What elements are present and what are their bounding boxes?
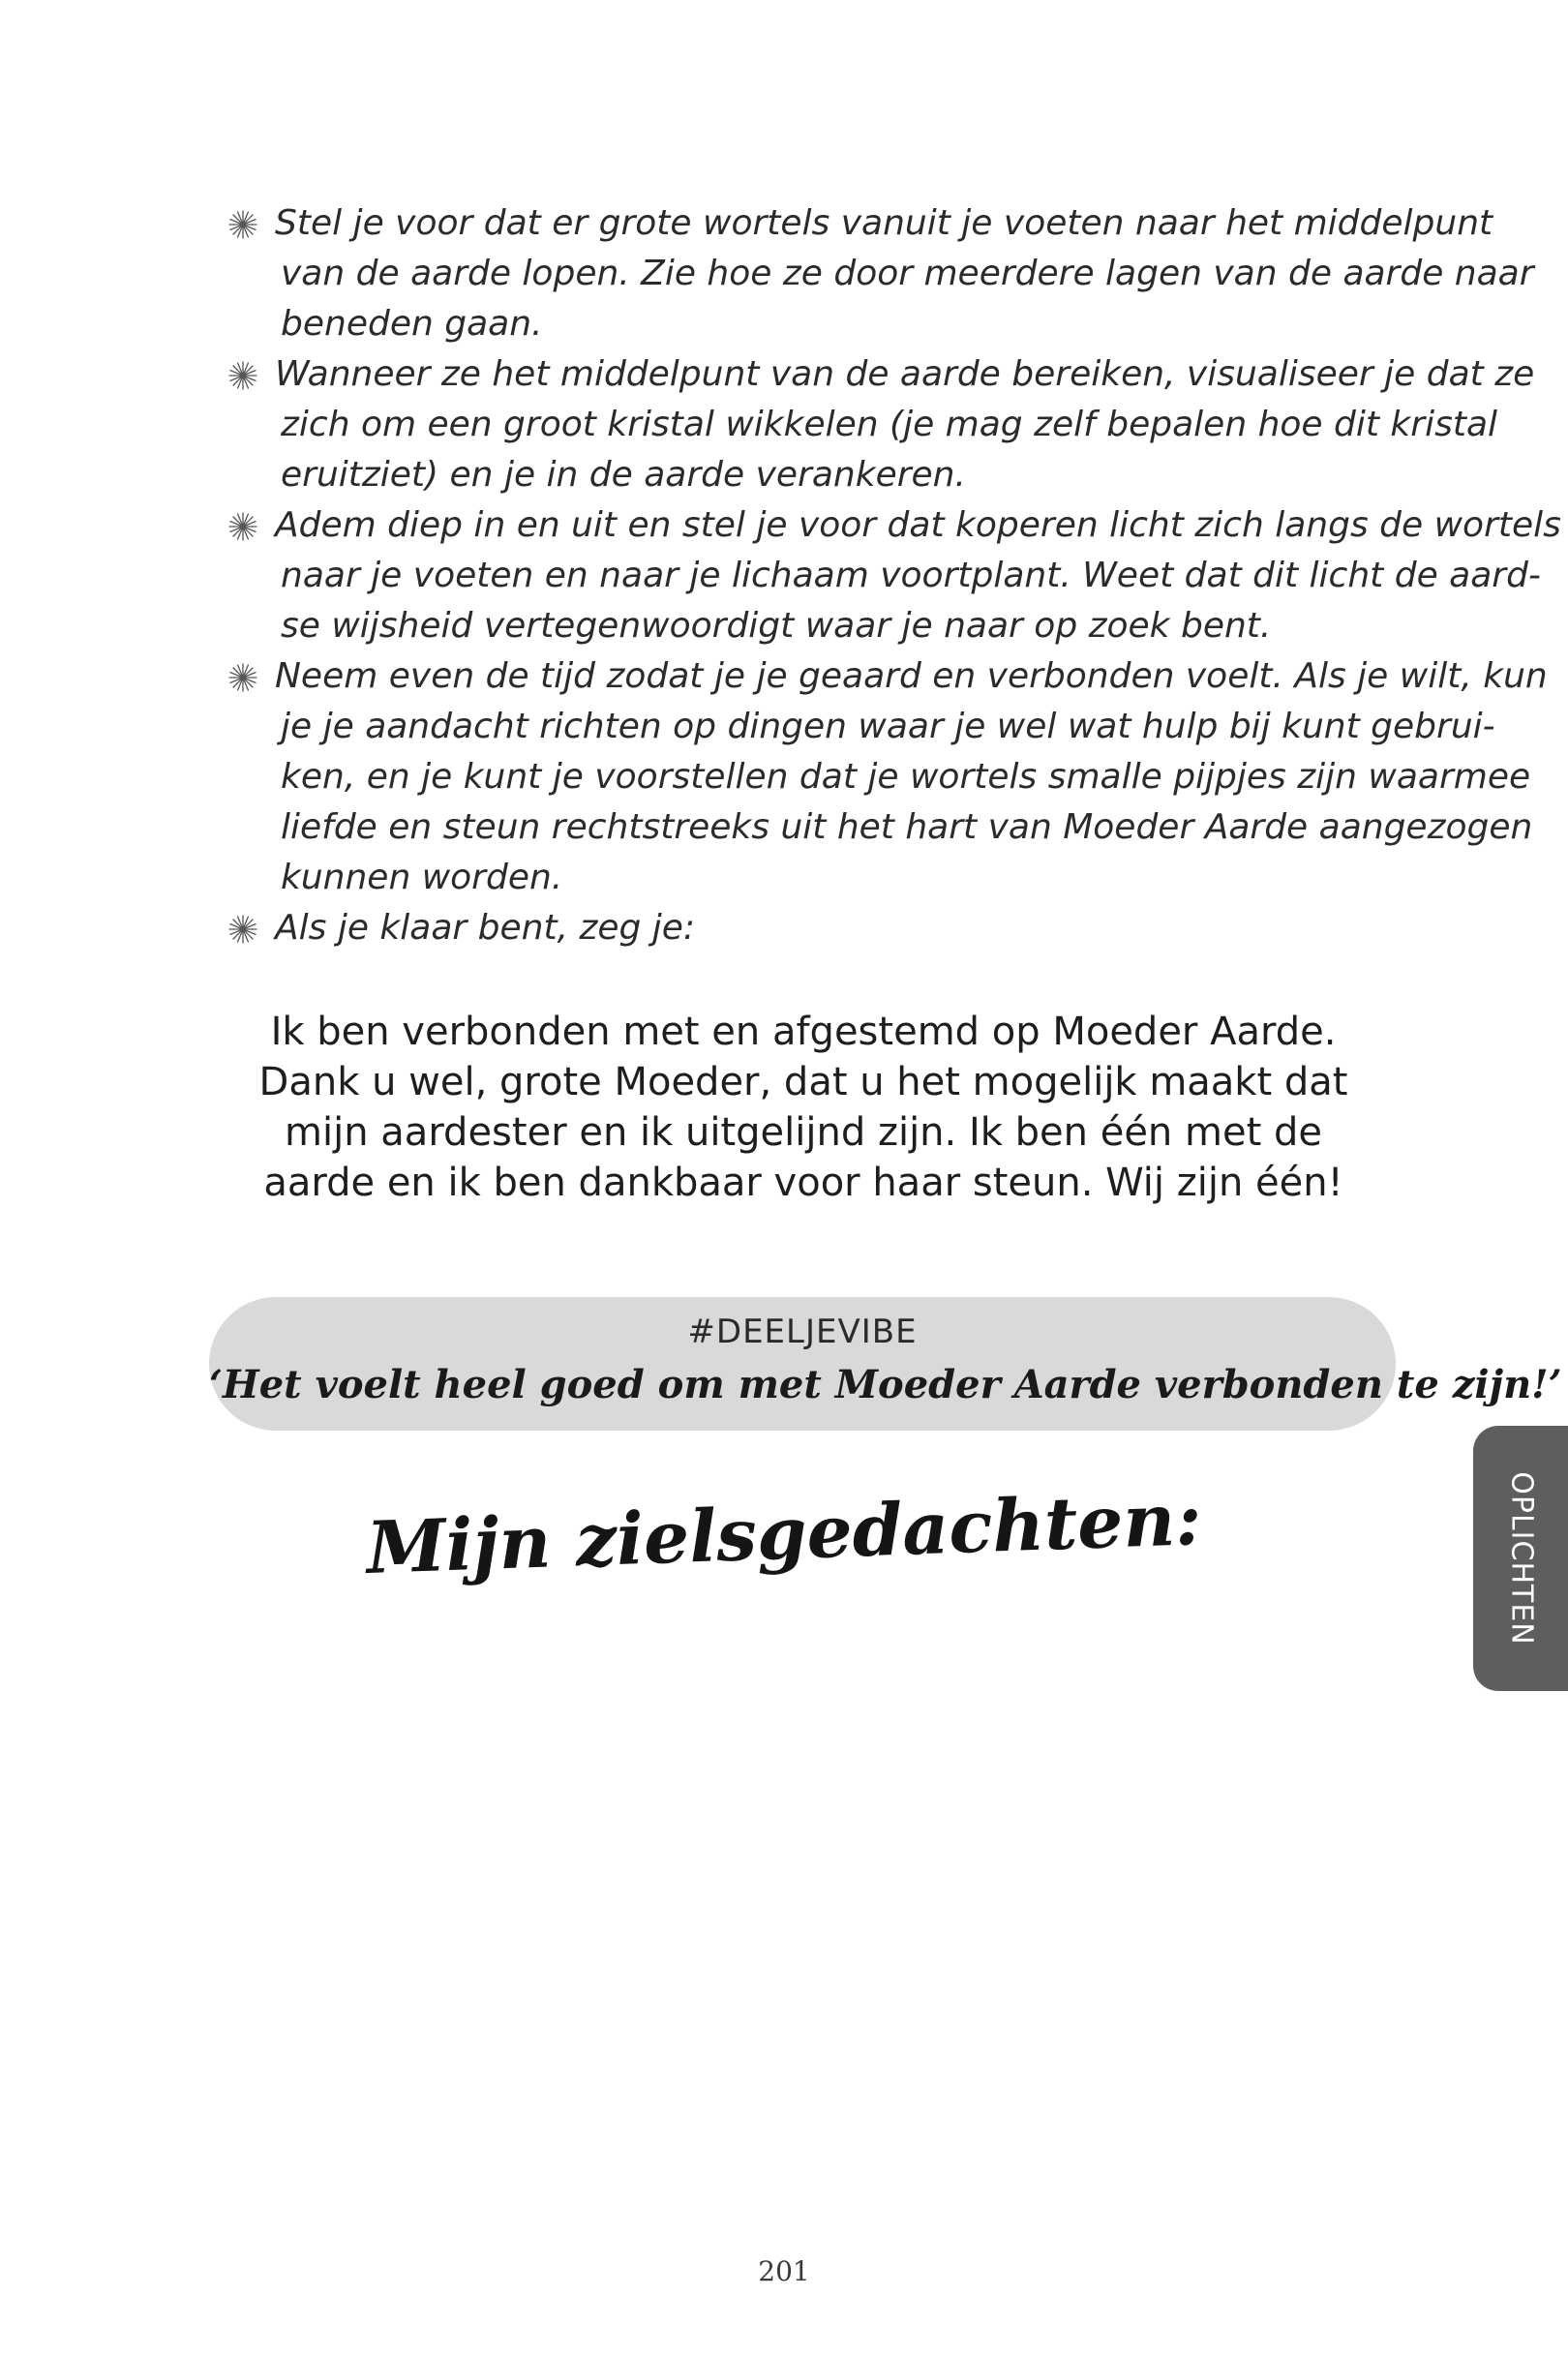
hashtag-label: #DEELJEVIBE	[687, 1313, 918, 1351]
star-burst-icon	[228, 512, 257, 541]
instruction-line: Neem even de tijd zodat je je geaard en verbonden voelt. Als je wilt, kun	[275, 656, 1548, 696]
instruction-line: se wijsheid vertegenwoordigt waar je naar op zoek bent.	[281, 606, 1272, 646]
instruction-line: je je aandacht richten op dingen waar je wel wat hulp bij kunt gebrui-	[281, 707, 1495, 746]
star-burst-icon	[228, 663, 257, 692]
affirmation-line: mijn aardester en ik uitgelijnd zijn. Ik ben één met de	[285, 1110, 1322, 1155]
instruction-line: eruitziet) en je in de aarde verankeren.	[281, 455, 966, 495]
affirmation-line: Ik ben verbonden met en afgestemd op Moeder Aarde.	[270, 1010, 1337, 1054]
chapter-tab-label: OPLICHTEN	[1504, 1471, 1539, 1646]
instruction-line: ken, en je kunt je voorstellen dat je wortels smalle pijpjes zijn waarmee	[281, 757, 1531, 797]
instruction-item	[228, 500, 1561, 651]
instruction-item	[228, 349, 1535, 500]
instruction-line: naar je voeten en naar je lichaam voortplant. Weet dat dit licht de aard-	[281, 556, 1541, 595]
star-burst-icon	[228, 361, 257, 390]
affirmation-line: aarde en ik ben dankbaar voor haar steun. Wij zijn één!	[263, 1161, 1343, 1205]
instruction-line: beneden gaan.	[281, 304, 543, 344]
instruction-line: Wanneer ze het middelpunt van de aarde bereiken, visualiseer je dat ze	[275, 354, 1535, 394]
instruction-line: van de aarde lopen. Zie hoe ze door meerdere lagen van de aarde naar	[281, 254, 1534, 293]
instruction-item	[228, 198, 1534, 349]
affirmation-line: Dank u wel, grote Moeder, dat u het mogelijk maakt dat	[258, 1060, 1348, 1104]
chapter-tab	[1473, 1426, 1568, 1691]
instruction-item	[228, 651, 1548, 903]
instruction-item	[228, 903, 1390, 953]
instruction-line: Als je klaar bent, zeg je:	[275, 908, 696, 948]
instruction-line: Stel je voor dat er grote wortels vanuit je voeten naar het middelpunt	[275, 203, 1493, 243]
share-vibe-banner	[209, 1297, 1562, 1431]
instruction-list	[228, 198, 1561, 953]
page-number: 201	[758, 2255, 810, 2287]
section-heading: Mijn zielsgedachten:	[365, 1477, 1203, 1591]
instruction-line: Adem diep in en uit en stel je voor dat koperen licht zich langs de wortels	[275, 505, 1561, 545]
star-burst-icon	[228, 915, 257, 944]
affirmation-text	[252, 1007, 1355, 1208]
instruction-line: liefde en steun rechtstreeks uit het hart van Moeder Aarde aangezogen	[281, 807, 1533, 847]
instruction-line: zich om een groot kristal wikkelen (je mag zelf bepalen hoe dit kristal	[281, 405, 1498, 444]
star-burst-icon	[228, 210, 257, 239]
vibe-quote: ‘Het voelt heel goed om met Moeder Aarde verbonden te zijn!’	[209, 1362, 1562, 1407]
instruction-line: kunnen worden.	[281, 858, 563, 897]
